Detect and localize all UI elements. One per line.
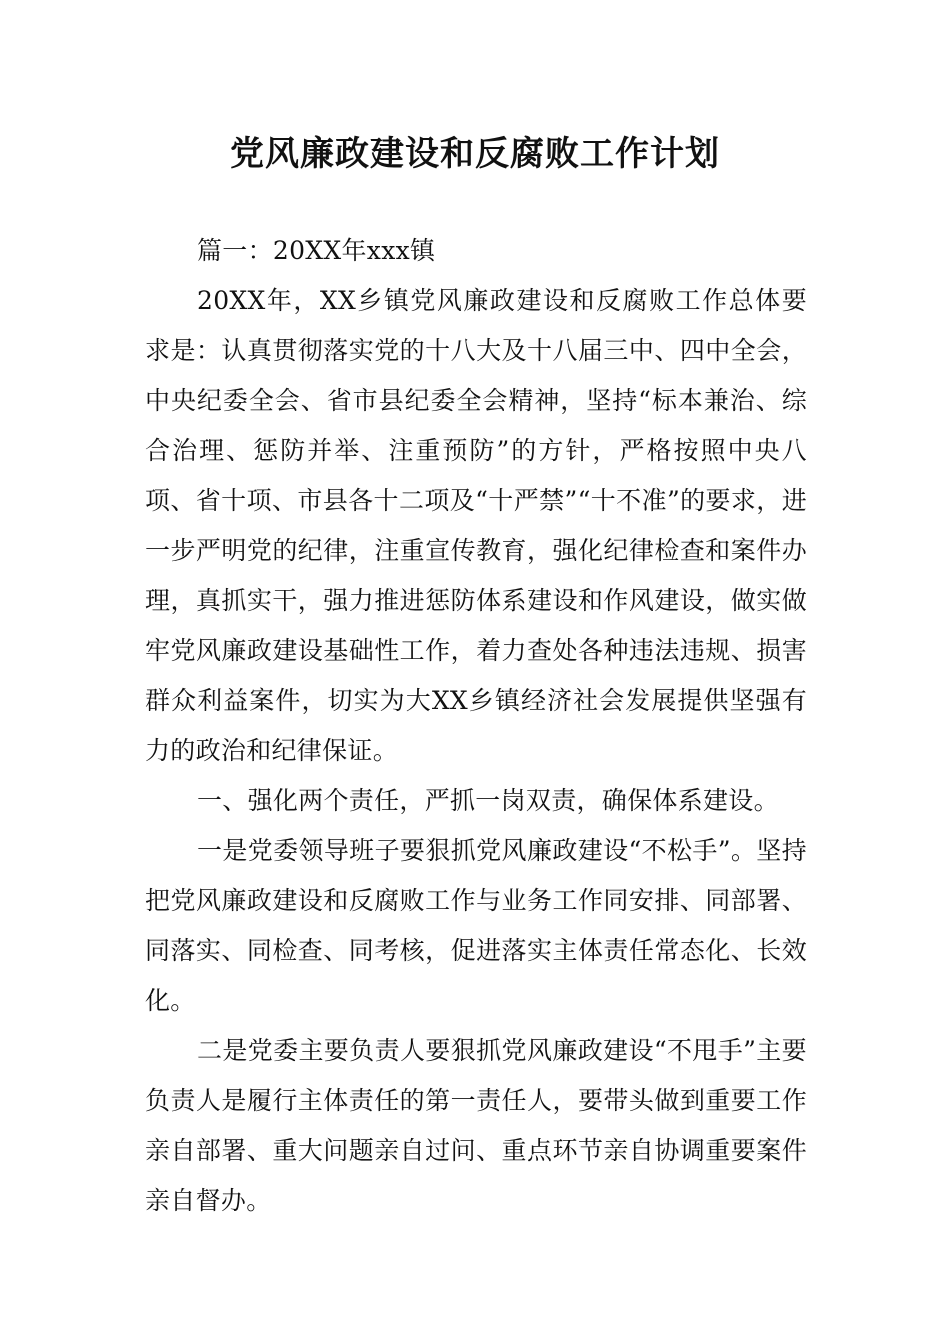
paragraph-subtitle: 篇一：20XX年xxx镇 [197, 236, 436, 265]
paragraph-point-1: 一是党委领导班子要狠抓党风廉政建设“不松手”。坚持把党风廉政建设和反腐败工作与业务工作同安排、同部署、同落实、同检查、同考核，促进落实主体责任常态化、长效化。 [145, 836, 807, 1015]
paragraph-point-2: 二是党委主要负责人要狠抓党风廉政建设“不甩手”主要负责人是履行主体责任的第一责任人，要带头做到重要工作亲自部署、重大问题亲自过问、重点环节亲自协调重要案件亲自督办。 [145, 1036, 807, 1215]
paragraph-overview: 20XX年，XX乡镇党风廉政建设和反腐败工作总体要求是：认真贯彻落实党的十八大及十八届三中、四中全会，中央纪委全会、省市县纪委全会精神，坚持“标本兼治、综合治理、惩防并举、注重预防”的方针，严格按照中央八项、省十项、市县各十二项及“十严禁”“十不准”的要求，进一步严明党的纪律，注重宣传教育，强化纪律检查和案件办理，真抓实干，强力推进惩防体系建设和作风建设，做实做牢党风廉政建设基础性工作，着力查处各种违法违规、损害群众利益案件，切实为大XX乡镇经济社会发展提供坚强有力的政治和纪律保证。 [145, 286, 807, 765]
section-heading-1: 一、强化两个责任，严抓一岗双责，确保体系建设。 [197, 786, 779, 815]
document-body [145, 226, 807, 1226]
document-title: 党风廉政建设和反腐败工作计划 [230, 134, 720, 174]
